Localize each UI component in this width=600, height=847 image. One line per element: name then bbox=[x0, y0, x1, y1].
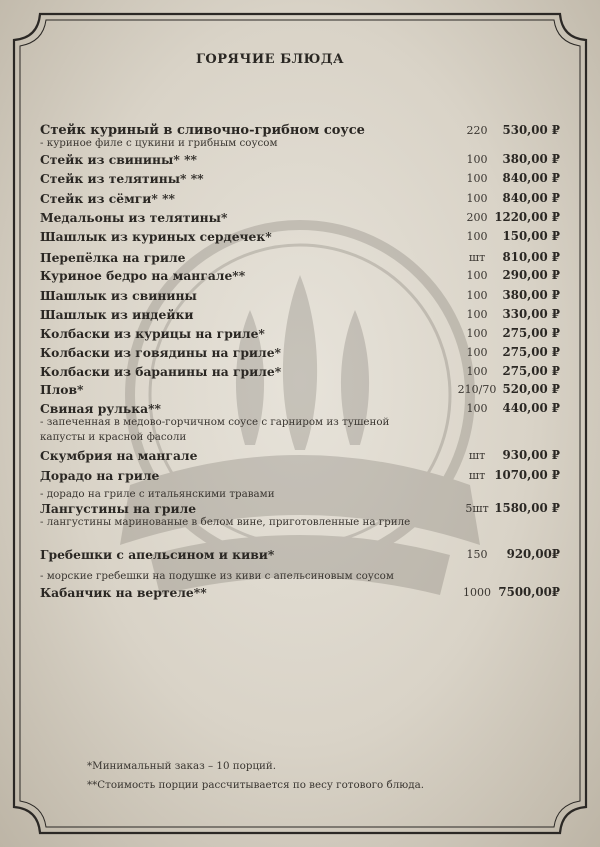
menu-item-row bbox=[40, 382, 560, 400]
item-weight: шт bbox=[468, 251, 486, 264]
item-name: Колбаски из говядины на гриле* bbox=[40, 345, 281, 360]
item-price: 520,00 ₽ bbox=[502, 382, 560, 396]
menu-item-row bbox=[40, 547, 560, 565]
item-price: 380,00 ₽ bbox=[502, 288, 560, 302]
item-name: Куриное бедро на мангале** bbox=[40, 268, 246, 283]
menu-item-row bbox=[40, 152, 560, 170]
item-weight: 100 bbox=[466, 289, 488, 302]
item-weight: 100 bbox=[466, 402, 488, 415]
item-weight: 100 bbox=[466, 153, 488, 166]
item-price: 290,00 ₽ bbox=[502, 268, 560, 282]
item-price: 440,00 ₽ bbox=[502, 401, 560, 415]
item-name: Стейк из телятины* ** bbox=[40, 171, 204, 186]
item-weight: 150 bbox=[466, 548, 488, 561]
item-weight: 200 bbox=[466, 211, 488, 224]
menu-item-row bbox=[40, 171, 560, 189]
item-name: Стейк куриный в сливочно-грибном соусе bbox=[40, 123, 365, 138]
item-description: - лангустины маринованые в белом вине, приготовленные на гриле bbox=[40, 516, 411, 528]
item-price: 1220,00 ₽ bbox=[494, 210, 560, 224]
item-price: 275,00 ₽ bbox=[502, 326, 560, 340]
item-weight: 220 bbox=[466, 124, 488, 137]
item-name: Кабанчик на вертеле** bbox=[40, 585, 207, 600]
item-price: 930,00 ₽ bbox=[502, 448, 560, 462]
item-price: 810,00 ₽ bbox=[502, 250, 560, 264]
menu-item-row bbox=[40, 268, 560, 286]
item-name: Скумбрия на мангале bbox=[40, 448, 198, 463]
item-description: - запеченная в медово-горчичном соусе с гарниром из тушеной капусты и красной фасоли bbox=[40, 416, 390, 443]
item-price: 840,00 ₽ bbox=[502, 191, 560, 205]
menu-item-row bbox=[40, 250, 560, 268]
item-name: Колбаски из курицы на гриле* bbox=[40, 326, 265, 341]
item-name: Гребешки с апельсином и киви* bbox=[40, 547, 275, 562]
menu-item-row bbox=[40, 468, 560, 486]
menu-item-row bbox=[40, 326, 560, 344]
menu-item-row bbox=[40, 288, 560, 306]
menu-item-row bbox=[40, 191, 560, 209]
menu-item-row bbox=[40, 364, 560, 382]
item-price: 530,00 ₽ bbox=[502, 123, 560, 137]
item-name: Лангустины на гриле bbox=[40, 501, 197, 516]
item-weight: шт bbox=[468, 449, 486, 462]
item-price: 330,00 ₽ bbox=[502, 307, 560, 321]
item-price: 1580,00 ₽ bbox=[494, 501, 560, 515]
item-description: - дорадо на гриле с итальянскими травами bbox=[40, 488, 275, 500]
item-description: - куриное филе с цукини и грибным соусом bbox=[40, 137, 278, 149]
item-price: 380,00 ₽ bbox=[502, 152, 560, 166]
item-weight: 100 bbox=[466, 172, 488, 185]
item-name: Дорадо на гриле bbox=[40, 468, 160, 483]
item-name: Плов* bbox=[40, 382, 84, 397]
menu-item-row bbox=[40, 345, 560, 363]
item-price: 920,00₽ bbox=[506, 547, 560, 561]
item-name: Свиная рулька** bbox=[40, 401, 161, 416]
item-name: Перепёлка на гриле bbox=[40, 250, 186, 265]
item-name: Шашлык из индейки bbox=[40, 307, 194, 322]
item-name: Шашлык из куриных сердечек* bbox=[40, 229, 272, 244]
item-name: Колбаски из баранины на гриле* bbox=[40, 364, 282, 379]
menu-item-row bbox=[40, 307, 560, 325]
section-title: ГОРЯЧИЕ БЛЮДА bbox=[195, 52, 345, 67]
item-weight: 5шт bbox=[465, 502, 489, 515]
item-weight: 100 bbox=[466, 269, 488, 282]
item-weight: 100 bbox=[466, 365, 488, 378]
item-price: 275,00 ₽ bbox=[502, 364, 560, 378]
item-name: Медальоны из телятины* bbox=[40, 210, 228, 225]
item-description: - морские гребешки на подушке из киви с апельсиновым соусом bbox=[40, 570, 394, 582]
item-price: 1070,00 ₽ bbox=[494, 468, 560, 482]
item-name: Шашлык из свинины bbox=[40, 288, 197, 303]
footnote-price: **Стоимость порции рассчитывается по весу готового блюда. bbox=[87, 779, 424, 791]
item-weight: 210/70 bbox=[457, 383, 497, 396]
footnote-min-order: *Минимальный заказ – 10 порций. bbox=[87, 760, 277, 772]
item-name: Стейк из сёмги* ** bbox=[40, 191, 175, 206]
item-weight: 100 bbox=[466, 230, 488, 243]
item-weight: 100 bbox=[466, 308, 488, 321]
item-weight: 100 bbox=[466, 327, 488, 340]
item-weight: 100 bbox=[466, 346, 488, 359]
menu-item-row bbox=[40, 210, 560, 228]
item-weight: 1000 bbox=[463, 586, 491, 599]
item-price: 275,00 ₽ bbox=[502, 345, 560, 359]
item-price: 7500,00₽ bbox=[498, 585, 560, 599]
menu-item-row bbox=[40, 585, 560, 603]
item-weight: шт bbox=[468, 469, 486, 482]
item-name: Стейк из свинины* ** bbox=[40, 152, 197, 167]
item-weight: 100 bbox=[466, 192, 488, 205]
menu-item-row bbox=[40, 229, 560, 247]
item-price: 150,00 ₽ bbox=[502, 229, 560, 243]
item-price: 840,00 ₽ bbox=[502, 171, 560, 185]
menu-item-row bbox=[40, 448, 560, 466]
